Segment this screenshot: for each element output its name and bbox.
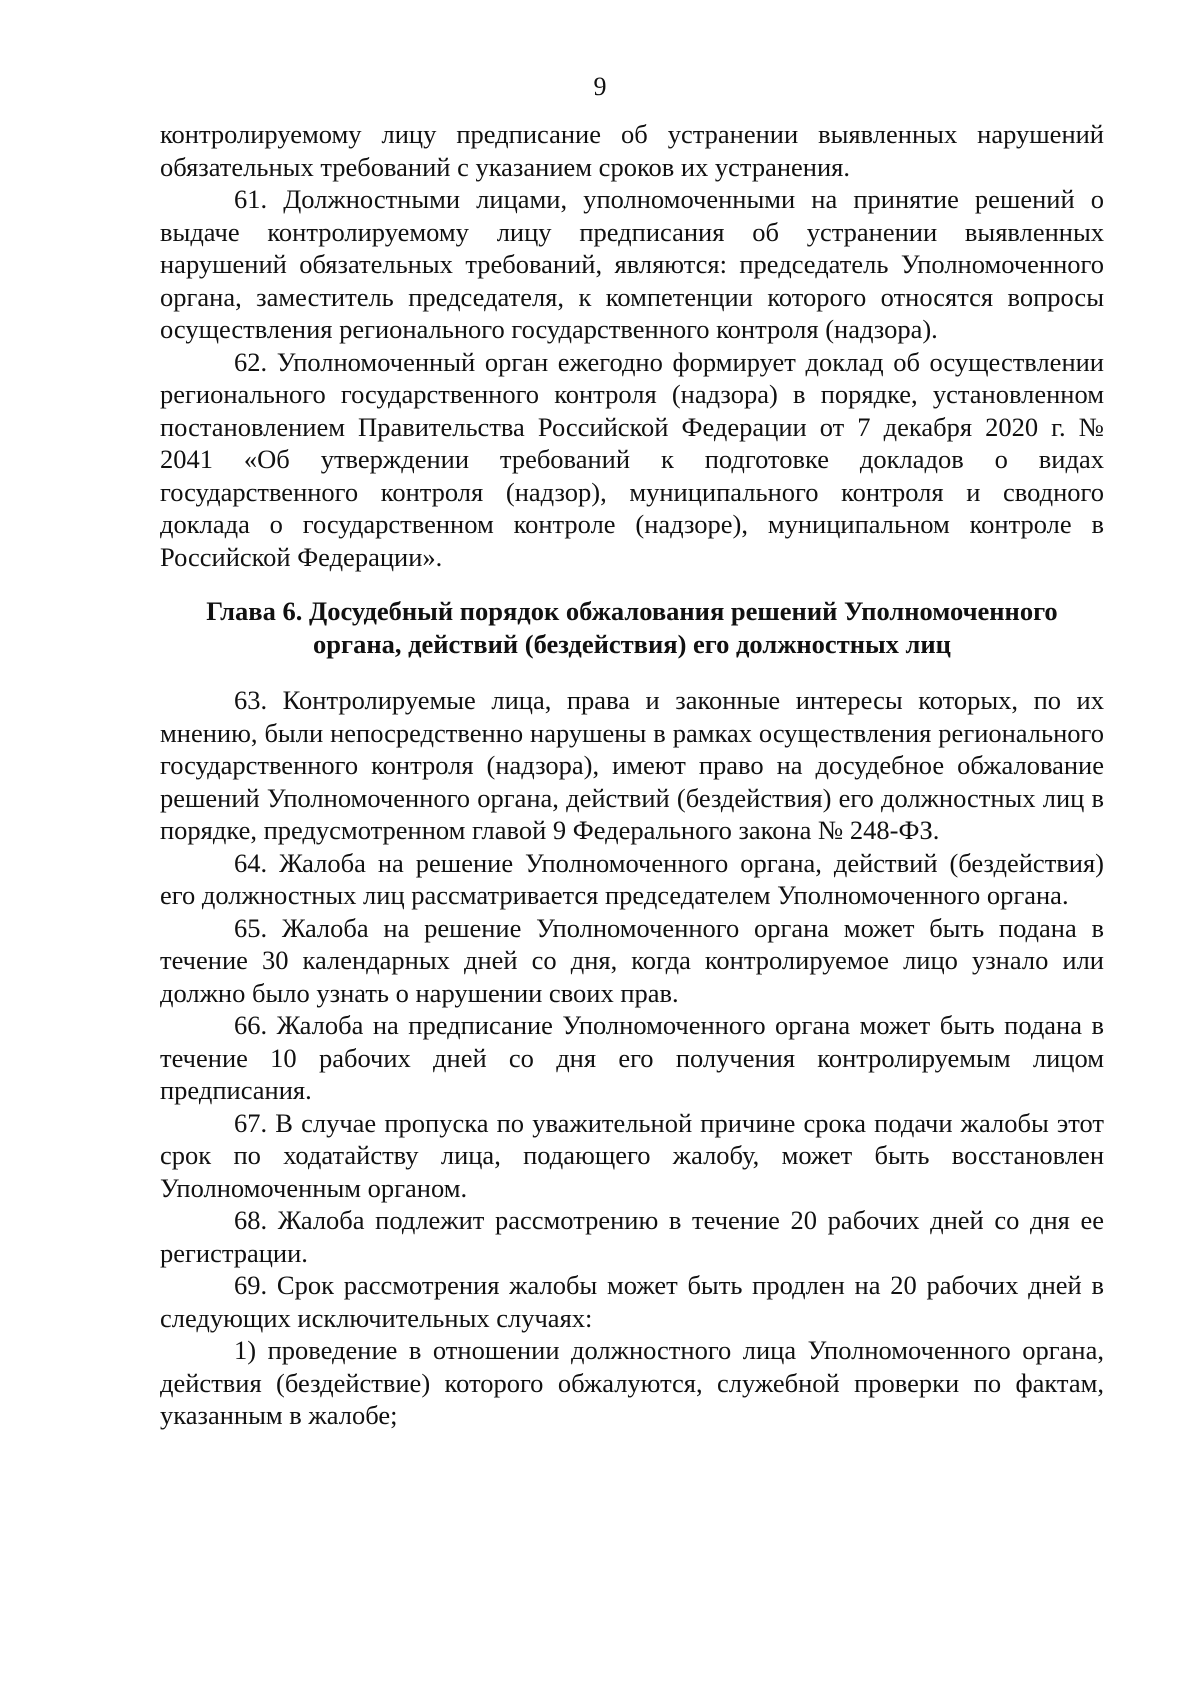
paragraph-67: 67. В случае пропуска по уважительной причине срока подачи жалобы этот срок по ходатайству лица, подающего жалобу, может быть восстановлен Уполномоченным органом. <box>160 1107 1104 1203</box>
paragraph-68: 68. Жалоба подлежит рассмотрению в течение 20 рабочих дней со дня ее регистрации. <box>160 1205 1104 1268</box>
paragraph-61: 61. Должностными лицами, уполномоченными на принятие решений о выдаче контролируемому лицу предписания об устранении выявленных нарушений обязательных требований, являются: председатель Уполномоченного органа, заместитель председателя, к компетенции которого относятся вопросы осуществления регионального государственного контроля (надзора). <box>160 184 1104 344</box>
paragraph-64: 64. Жалоба на решение Уполномоченного органа, действий (бездействия) его должностных лиц рассматривается председателем Уполномоченного органа. <box>160 847 1104 910</box>
paragraph-66: 66. Жалоба на предписание Уполномоченного органа может быть подана в течение 10 рабочих дней со дня его получения контролируемым лицом предписания. <box>160 1010 1104 1105</box>
chapter-heading <box>160 595 1104 660</box>
paragraph-69-item-1: 1) проведение в отношении должностного лица Уполномоченного органа, действия (бездействие) которого обжалуются, служебной проверки по фактам, указанным в жалобе; <box>160 1335 1104 1430</box>
document-body <box>160 118 1104 1432</box>
chapter-heading-line-1: Глава 6. Досудебный порядок обжалования решений Уполномоченного <box>206 596 1058 626</box>
paragraph: контролируемому лицу предписание об устранении выявленных нарушений обязательных требований с указанием сроков их устранения. <box>160 119 1104 182</box>
paragraph-62: 62. Уполномоченный орган ежегодно формирует доклад об осуществлении регионального государственного контроля (надзора) в порядке, установленном постановлением Правительства Российской Федерации от 7 декабря 2020 г. № 2041 «Об утверждении требований к подготовке докладов о видах государственного контроля (надзор), муниципального контроля и сводного доклада о государственном контроле (надзоре), муниципальном контроле в Российской Федерации». <box>160 346 1104 572</box>
page-number: 9 <box>593 72 607 101</box>
paragraph-69: 69. Срок рассмотрения жалобы может быть продлен на 20 рабочих дней в следующих исключительных случаях: <box>160 1270 1104 1333</box>
chapter-heading-line-2: органа, действий (бездействия) его должностных лиц <box>313 628 951 659</box>
paragraph-65: 65. Жалоба на решение Уполномоченного органа может быть подана в течение 30 календарных дней со дня, когда контролируемое лицо узнало или должно было узнать о нарушении своих прав. <box>160 912 1104 1008</box>
paragraph-63: 63. Контролируемые лица, права и законные интересы которых, по их мнению, были непосредственно нарушены в рамках осуществления регионального государственного контроля (надзора), имеют право на досудебное обжалование решений Уполномоченного органа, действий (бездействия) его должностных лиц в порядке, предусмотренном главой 9 Федерального закона № 248-ФЗ. <box>160 685 1104 845</box>
